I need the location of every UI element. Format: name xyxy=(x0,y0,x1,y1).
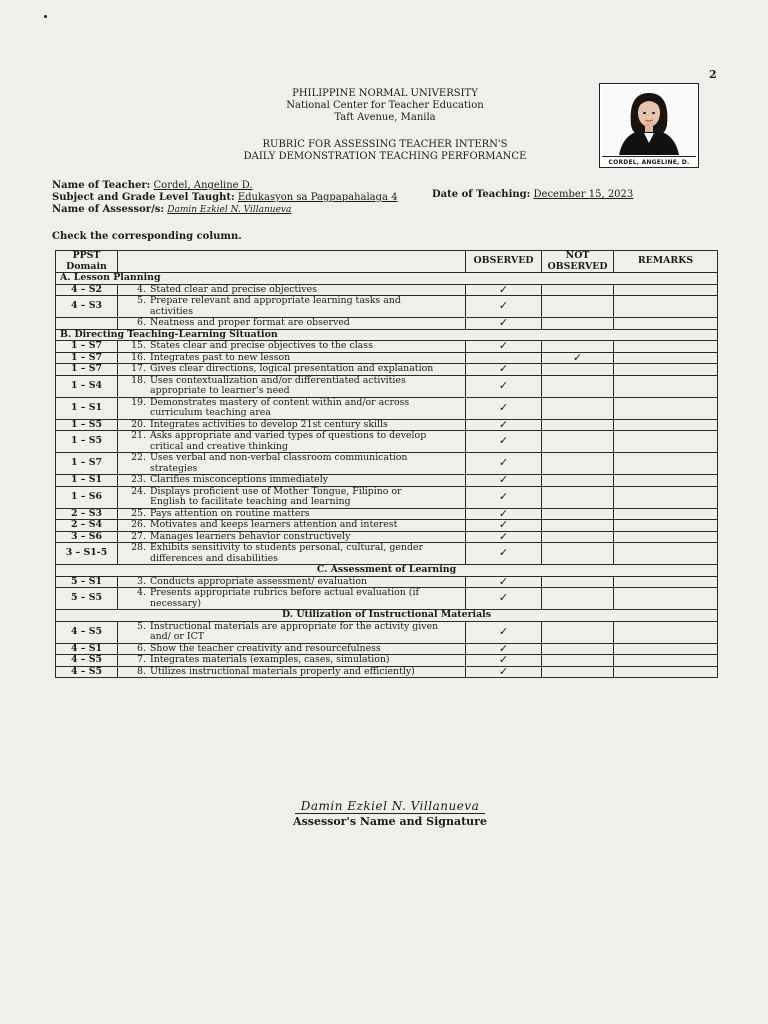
university-name: PHILIPPINE NORMAL UNIVERSITY xyxy=(292,88,478,99)
not-observed-cell[interactable] xyxy=(542,453,614,475)
observed-cell[interactable] xyxy=(466,296,542,318)
table-row xyxy=(56,341,718,353)
criterion-text: Uses contextualization and/or differentiated activities appropriate to learner's need xyxy=(150,374,406,396)
not-observed-cell[interactable] xyxy=(542,520,614,532)
criterion-text: Demonstrates mastery of content within and/or across curriculum teaching area xyxy=(150,396,410,418)
remarks-header: REMARKS xyxy=(614,251,718,273)
table-row xyxy=(56,520,718,532)
section-title: A. Lesson Planning xyxy=(56,273,718,285)
ppst-domain-code: 1 – S1 xyxy=(56,397,118,419)
observed-cell[interactable] xyxy=(466,588,542,610)
ppst-domain-code: 3 – S6 xyxy=(56,531,118,543)
check-mark: ✓ xyxy=(498,362,509,375)
ppst-domain-code: 5 – S5 xyxy=(56,588,118,610)
criterion-text: Prepare relevant and appropriate learning tasks and activities xyxy=(150,295,401,317)
criterion-number: 26. xyxy=(131,519,146,530)
date-value: December 15, 2023 xyxy=(533,189,634,200)
table-row xyxy=(56,508,718,520)
assessor-signature-block xyxy=(260,795,520,828)
check-mark: ✓ xyxy=(498,299,509,313)
table-row xyxy=(56,453,718,475)
table-row xyxy=(56,284,718,296)
observed-cell[interactable] xyxy=(466,419,542,431)
table-row xyxy=(56,486,718,508)
section-row xyxy=(56,565,718,577)
criterion-text: Neatness and proper format are observed xyxy=(150,317,350,328)
criterion-text: Utilizes instructional materials properly and efficiently) xyxy=(150,665,415,677)
criterion-text: Motivates and keeps learners attention and interest xyxy=(150,519,398,530)
not-observed-cell[interactable] xyxy=(542,531,614,543)
ppst-domain-header: PPST Domain xyxy=(56,251,118,273)
criterion-text: Displays proficient use of Mother Tongue, Filipino or English to facilitate teaching and learning xyxy=(150,485,402,507)
teacher-label: Name of Teacher: xyxy=(52,180,151,191)
check-mark: ✓ xyxy=(498,591,509,605)
table-row xyxy=(56,364,718,376)
ppst-domain-code: 4 – S1 xyxy=(56,643,118,655)
observed-cell[interactable] xyxy=(466,318,542,330)
subject-label: Subject and Grade Level Taught: xyxy=(52,192,235,203)
ppst-domain-code: 1 – S7 xyxy=(56,341,118,353)
not-observed-cell[interactable] xyxy=(542,318,614,330)
ppst-domain-code: 1 – S7 xyxy=(56,453,118,475)
not-observed-cell[interactable] xyxy=(542,666,614,678)
subject-line xyxy=(52,192,398,204)
section-title: C. Assessment of Learning xyxy=(56,565,718,577)
criterion-text: States clear and precise objectives to the class xyxy=(150,340,373,351)
criterion-text: Asks appropriate and varied types of questions to develop critical and creative thinking xyxy=(150,430,427,452)
criterion-number: 20. xyxy=(131,418,146,430)
criterion-number: 8. xyxy=(137,665,146,677)
remarks-cell[interactable] xyxy=(614,576,718,588)
check-mark: ✓ xyxy=(498,546,509,560)
title-line-1: RUBRIC FOR ASSESSING TEACHER INTERN'S xyxy=(262,139,508,150)
id-photo xyxy=(599,83,699,168)
criterion-number: 4. xyxy=(137,587,146,598)
criterion-number: 15. xyxy=(131,340,146,351)
check-mark: ✓ xyxy=(498,641,509,655)
remarks-cell[interactable] xyxy=(614,375,718,397)
remarks-cell[interactable] xyxy=(614,655,718,667)
criterion xyxy=(118,419,466,431)
remarks-cell[interactable] xyxy=(614,419,718,431)
date-label: Date of Teaching: xyxy=(432,189,531,200)
observed-cell[interactable] xyxy=(466,397,542,419)
criteria-header xyxy=(118,251,466,273)
criterion-text: Clarifies misconceptions immediately xyxy=(150,474,329,485)
observed-cell[interactable] xyxy=(466,284,542,296)
criterion xyxy=(118,364,466,376)
subject-value: Edukasyon sa Pagpapahalaga 4 xyxy=(237,192,398,203)
criterion-text: Manages learners behavior constructively xyxy=(150,530,351,542)
not-observed-cell[interactable] xyxy=(542,419,614,431)
table-row xyxy=(56,419,718,431)
ppst-domain-code: 4 – S5 xyxy=(56,666,118,678)
check-mark: ✓ xyxy=(498,339,509,352)
table-row xyxy=(56,576,718,588)
criterion-number: 24. xyxy=(131,485,146,497)
criterion-number: 3. xyxy=(137,575,146,587)
not-observed-cell[interactable] xyxy=(542,431,614,453)
criterion xyxy=(118,655,466,667)
not-observed-cell[interactable] xyxy=(542,397,614,419)
remarks-cell[interactable] xyxy=(614,588,718,610)
table-row xyxy=(56,543,718,565)
observed-cell[interactable] xyxy=(466,666,542,678)
observed-cell[interactable] xyxy=(466,375,542,397)
section-row xyxy=(56,329,718,341)
remarks-cell[interactable] xyxy=(614,296,718,318)
check-mark: ✓ xyxy=(498,378,509,392)
remarks-cell[interactable] xyxy=(614,364,718,376)
ppst-domain-code: 1 – S1 xyxy=(56,475,118,487)
remarks-cell[interactable] xyxy=(614,520,718,532)
criterion-text: Exhibits sensitivity to students personal, cultural, gender differences and disabilities xyxy=(150,542,424,564)
criterion xyxy=(118,508,466,520)
date-line xyxy=(432,189,633,201)
check-mark: ✓ xyxy=(498,400,509,414)
check-mark: ✓ xyxy=(498,489,509,503)
center-name: National Center for Teacher Education xyxy=(286,100,484,111)
check-mark: ✓ xyxy=(498,282,509,296)
title-line-2: DAILY DEMONSTRATION TEACHING PERFORMANCE xyxy=(243,151,527,162)
table-row xyxy=(56,643,718,655)
criterion-text: Integrates activities to develop 21st century skills xyxy=(150,418,388,430)
table-row xyxy=(56,296,718,318)
observed-cell[interactable] xyxy=(466,431,542,453)
criterion xyxy=(118,352,466,364)
criterion xyxy=(118,543,466,565)
ppst-domain-code: 1 – S5 xyxy=(56,431,118,453)
criterion-text: Pays attention on routine matters xyxy=(150,507,310,519)
remarks-cell[interactable] xyxy=(614,341,718,353)
not-observed-cell[interactable] xyxy=(542,588,614,610)
criterion xyxy=(118,475,466,487)
table-row xyxy=(56,431,718,453)
criterion-number: 25. xyxy=(131,507,146,519)
table-header-row xyxy=(56,251,718,273)
criterion-number: 5. xyxy=(137,620,146,632)
check-mark: ✓ xyxy=(498,529,509,543)
section-title: D. Utilization of Instructional Materials xyxy=(56,610,718,622)
section-row xyxy=(56,273,718,285)
criterion-text: Uses verbal and non-verbal classroom communication strategies xyxy=(150,452,408,474)
criterion-number: 18. xyxy=(131,374,146,386)
section-title: B. Directing Teaching-Learning Situation xyxy=(56,329,718,341)
not-observed-cell[interactable] xyxy=(542,621,614,643)
not-observed-cell[interactable] xyxy=(542,655,614,667)
criterion xyxy=(118,643,466,655)
teacher-value: Cordel, Angeline D. xyxy=(153,180,253,191)
ppst-domain-code: 4 – S5 xyxy=(56,655,118,667)
criterion-text: Instructional materials are appropriate for the activity given and/ or ICT xyxy=(150,620,439,642)
check-mark: ✓ xyxy=(498,316,509,329)
address: Taft Avenue, Manila xyxy=(334,112,436,123)
table-row xyxy=(56,621,718,643)
ppst-domain-code: 1 – S5 xyxy=(56,419,118,431)
criterion-number: 16. xyxy=(131,351,146,363)
not-observed-cell[interactable] xyxy=(542,486,614,508)
criterion xyxy=(118,621,466,643)
criterion xyxy=(118,520,466,532)
criterion xyxy=(118,486,466,508)
remarks-cell[interactable] xyxy=(614,486,718,508)
remarks-cell[interactable] xyxy=(614,621,718,643)
table-row xyxy=(56,475,718,487)
criterion-number: 21. xyxy=(131,430,146,441)
criterion xyxy=(118,375,466,397)
criterion xyxy=(118,284,466,296)
remarks-cell[interactable] xyxy=(614,508,718,520)
table-row xyxy=(56,352,718,364)
ppst-domain-code: 4 – S5 xyxy=(56,621,118,643)
observed-cell[interactable] xyxy=(466,576,542,588)
ppst-domain-code: 2 – S4 xyxy=(56,520,118,532)
remarks-cell[interactable] xyxy=(614,284,718,296)
criterion-text: Stated clear and precise objectives xyxy=(150,283,317,295)
criterion-text: Show the teacher creativity and resourcefulness xyxy=(150,642,381,654)
check-mark: ✓ xyxy=(498,506,509,520)
ppst-domain-code: 1 – S7 xyxy=(56,364,118,376)
not-observed-cell[interactable] xyxy=(542,508,614,520)
remarks-cell[interactable] xyxy=(614,397,718,419)
criterion-number: 27. xyxy=(131,530,146,542)
table-row xyxy=(56,655,718,667)
not-observed-cell[interactable] xyxy=(542,284,614,296)
criterion-number: 7. xyxy=(137,654,146,665)
not-observed-header: NOT OBSERVED xyxy=(542,251,614,273)
observed-cell[interactable] xyxy=(466,531,542,543)
not-observed-cell[interactable] xyxy=(542,576,614,588)
criterion xyxy=(118,588,466,610)
criterion-number: 19. xyxy=(131,396,146,408)
assessor-line xyxy=(52,204,291,216)
table-row xyxy=(56,531,718,543)
ppst-domain-code: 1 – S6 xyxy=(56,486,118,508)
check-mark: ✓ xyxy=(498,518,509,531)
criterion-text: Presents appropriate rubrics before actual evaluation (if necessary) xyxy=(150,587,419,609)
observed-cell[interactable] xyxy=(466,364,542,376)
ppst-domain-code xyxy=(56,318,118,330)
check-mark: ✓ xyxy=(498,574,509,588)
handwritten-signature: Damin Ezkiel N. Villanueva xyxy=(295,799,485,814)
criterion xyxy=(118,576,466,588)
remarks-cell[interactable] xyxy=(614,475,718,487)
criterion xyxy=(118,397,466,419)
criterion-number: 22. xyxy=(131,452,146,463)
signature-label: Assessor's Name and Signature xyxy=(293,815,487,828)
criterion xyxy=(118,296,466,318)
not-observed-cell[interactable] xyxy=(542,375,614,397)
check-mark: ✓ xyxy=(498,624,509,638)
check-mark: ✓ xyxy=(498,456,509,470)
portrait-image xyxy=(601,85,697,155)
ppst-domain-code: 1 – S4 xyxy=(56,375,118,397)
observed-cell[interactable] xyxy=(466,621,542,643)
criterion-text: Integrates past to new lesson xyxy=(150,351,291,363)
criterion xyxy=(118,341,466,353)
criterion xyxy=(118,531,466,543)
not-observed-cell[interactable] xyxy=(542,352,614,364)
criterion-number: 4. xyxy=(137,283,146,295)
not-observed-cell[interactable] xyxy=(542,475,614,487)
observed-cell[interactable] xyxy=(466,486,542,508)
table-row xyxy=(56,666,718,678)
table-row xyxy=(56,588,718,610)
criterion-number: 6. xyxy=(137,642,146,654)
speck xyxy=(44,15,47,18)
remarks-cell[interactable] xyxy=(614,352,718,364)
criterion-number: 17. xyxy=(131,363,146,374)
table-row xyxy=(56,318,718,330)
section-row xyxy=(56,610,718,622)
teacher-line xyxy=(52,180,253,192)
criterion-number: 5. xyxy=(137,295,146,306)
ppst-domain-code: 4 – S2 xyxy=(56,284,118,296)
criterion-number: 23. xyxy=(131,474,146,485)
criterion xyxy=(118,431,466,453)
photo-caption: CORDEL, ANGELINE, D. xyxy=(608,159,690,166)
criterion-text: Gives clear directions, logical presentation and explanation xyxy=(150,363,434,374)
remarks-cell[interactable] xyxy=(614,666,718,678)
not-observed-cell[interactable] xyxy=(542,643,614,655)
table-row xyxy=(56,397,718,419)
criterion-number: 28. xyxy=(131,542,146,553)
remarks-cell[interactable] xyxy=(614,531,718,543)
criterion-text: Conducts appropriate assessment/ evaluation xyxy=(150,575,368,587)
check-mark: ✓ xyxy=(498,653,509,666)
remarks-cell[interactable] xyxy=(614,453,718,475)
criterion-text: Integrates materials (examples, cases, simulation) xyxy=(150,654,390,665)
check-mark: ✓ xyxy=(498,473,509,486)
remarks-cell[interactable] xyxy=(614,643,718,655)
assessor-label: Name of Assessor/s: xyxy=(52,204,165,215)
observed-header: OBSERVED xyxy=(466,251,542,273)
criterion xyxy=(118,666,466,678)
page-number: 2 xyxy=(709,68,717,81)
remarks-cell[interactable] xyxy=(614,318,718,330)
ppst-domain-code: 5 – S1 xyxy=(56,576,118,588)
caption-rule xyxy=(602,156,696,157)
remarks-cell[interactable] xyxy=(614,431,718,453)
ppst-domain-code: 2 – S3 xyxy=(56,508,118,520)
table-row xyxy=(56,375,718,397)
check-mark: ✓ xyxy=(572,350,583,364)
observed-cell[interactable] xyxy=(466,341,542,353)
instruction-text: Check the corresponding column. xyxy=(52,231,242,242)
ppst-domain-code: 4 – S3 xyxy=(56,296,118,318)
not-observed-cell[interactable] xyxy=(542,364,614,376)
not-observed-cell[interactable] xyxy=(542,296,614,318)
criterion xyxy=(118,453,466,475)
check-mark: ✓ xyxy=(498,434,509,448)
assessor-value: Damin Ezkiel N. Villanueva xyxy=(167,205,292,215)
ppst-domain-code: 3 – S1-5 xyxy=(56,543,118,565)
rubric-table xyxy=(55,250,718,678)
remarks-cell[interactable] xyxy=(614,543,718,565)
ppst-domain-code: 1 – S7 xyxy=(56,352,118,364)
observed-cell[interactable] xyxy=(466,475,542,487)
not-observed-cell[interactable] xyxy=(542,543,614,565)
observed-cell[interactable] xyxy=(466,543,542,565)
criterion xyxy=(118,318,466,330)
check-mark: ✓ xyxy=(498,417,509,431)
observed-cell[interactable] xyxy=(466,453,542,475)
criterion-number: 6. xyxy=(137,317,146,328)
check-mark: ✓ xyxy=(498,664,509,678)
